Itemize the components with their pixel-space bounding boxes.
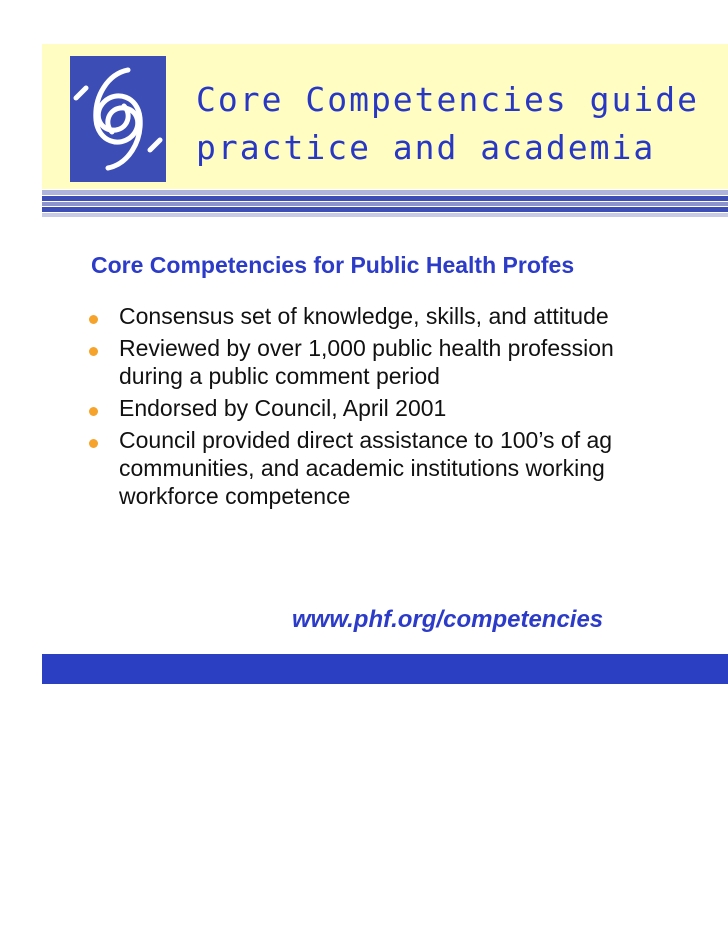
bullet-text: Council provided direct assistance to 100’s of ag [119,427,613,453]
section-subtitle: Core Competencies for Public Health Profes [91,252,575,278]
divider-stripe [42,196,728,201]
bullet-dot-icon [89,315,98,324]
bullet-text: Reviewed by over 1,000 public health profession [119,335,614,361]
bullet-item [89,394,728,422]
website-link[interactable]: www.phf.org/competencies [292,606,604,633]
divider-stripe [42,207,728,212]
bullet-text: workforce competence [119,483,351,509]
linked-loops-logo-icon [70,56,166,182]
bullet-text: communities, and academic institutions working [119,455,605,481]
divider-stripe [42,213,728,217]
bullet-text: during a public comment period [119,363,440,389]
bullet-text: Consensus set of knowledge, skills, and attitude [119,303,609,329]
bullet-item [89,334,728,390]
bullet-dot-icon [89,347,98,356]
bullet-item [89,426,728,510]
divider-stripe [42,202,728,206]
bullet-item [89,302,728,330]
bullet-list [89,302,728,514]
bullet-text: Endorsed by Council, April 2001 [119,395,447,421]
divider-stripe [42,190,728,195]
slide-title-line-2: practice and academia [196,128,656,167]
slide-title-line-1: Core Competencies guide [196,80,699,119]
bullet-dot-icon [89,407,98,416]
bullet-dot-icon [89,439,98,448]
footer-band [42,654,728,684]
